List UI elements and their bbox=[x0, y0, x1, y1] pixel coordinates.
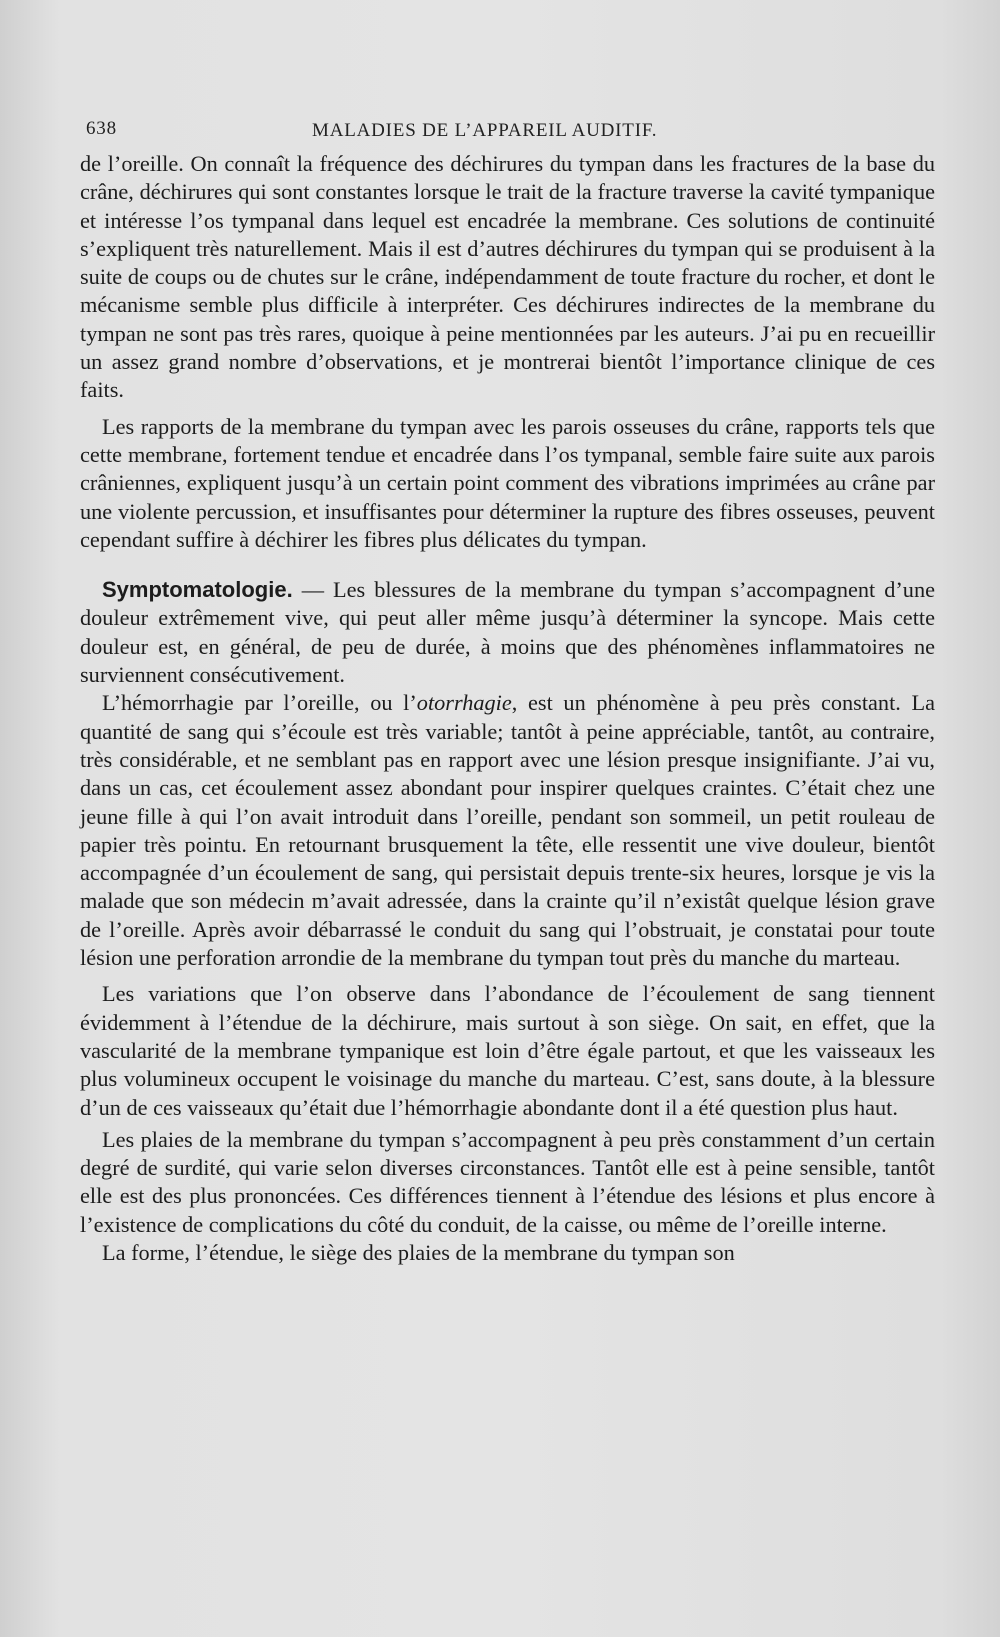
italic-term: otorrhagie bbox=[416, 690, 512, 716]
page-body bbox=[80, 150, 935, 1267]
paragraph: Les plaies de la membrane du tympan s’accompagnent à peu près constamment d’un certain degré de surdité, qui varie selon diverses circonstances. Tantôt elle est à peine sensible, tantôt elle est des plus prononcées. Ces différences tiennent à l’étendue des lésions et plus encore à l’existence de complications du côté du conduit, de la caisse, ou même de l’oreille interne. bbox=[80, 1126, 935, 1237]
paragraph-continued: de l’oreille. On connaît la fréquence des déchirures du tympan dans les fractures de la base du crâne, déchirures qui sont constantes lorsque le trait de la fracture traverse la cavité tympanique et intéresse l’os tympanal dans lequel est encadrée la membrane. Ces solutions de continuité s’expliquent très naturellement. Mais il est d’autres déchirures du tympan qui se produisent à la suite de coups ou de chutes sur le crâne, indépendamment de toute fracture du rocher, et dont le mécanisme semble plus difficile à interpréter. Ces déchirures indirectes de la membrane du tympan ne sont pas très rares, quoique à peine mentionnées par les auteurs. J’ai pu en recueillir un assez grand nombre d’observations, et je montrerai bientôt l’importance clinique de ces faits. bbox=[80, 151, 935, 403]
paragraph: Les rapports de la membrane du tympan avec les parois osseuses du crâne, rapports tels que cette membrane, fortement tendue et encadrée dans l’os tympanal, semble faire suite aux parois crâniennes, expliquent jusqu’à un certain point comment des vibrations imprimées au crâne par une violente percussion, et insuffisantes pour déterminer la rupture des fibres osseuses, peuvent cependant suffire à déchirer les fibres plus délicates du tympan. bbox=[80, 413, 935, 552]
running-header bbox=[82, 118, 942, 146]
paragraph-text: L’hémorrhagie par l’oreille, ou l’ bbox=[102, 690, 417, 716]
paragraph-text: , est un phénomène à peu près constant. La quantité de sang qui s’écoule est très variable; tantôt à peine appréciable, tantôt, au contraire, très considérable, et ne semblant pas en rapport avec une lésion presque insignifiante. J’ai vu, dans un cas, cet écoulement assez abondant pour inspirer quelques craintes. C’était chez une jeune fille à qui l’on avait introduit dans l’oreille, pendant son sommeil, un petit rouleau de papier très pointu. En retournant brusquement la tête, elle ressentit une vive douleur, bientôt accompagnée d’un écoulement de sang, qui persistait depuis trente-six heures, lorsque je vis la malade que son médecin m’avait adressée, dans la crainte qu’il n’existât quelque lésion grave de l’oreille. Après avoir débarrassé le conduit du sang qui l’obstruait, je constatai pour toute lésion une perforation arrondie de la membrane du tympan tout près du manche du marteau. bbox=[80, 690, 936, 971]
paragraph-text: — Les blessures de la membrane du tympan s’accompagnent d’une douleur extrêmement vive, qui peut aller même jusqu’à déterminer la syncope. Mais cette douleur est, en général, de peu de durée, à moins que des phénomènes inflammatoires ne surviennent consécutivement. bbox=[80, 577, 935, 688]
paragraph-truncated: La forme, l’étendue, le siège des plaies de la membrane du tympan son bbox=[102, 1239, 735, 1265]
section-heading: Symptomatologie. bbox=[102, 577, 293, 603]
page-number: 638 bbox=[86, 118, 117, 139]
paragraph: Les variations que l’on observe dans l’abondance de l’écoulement de sang tiennent évidemment à l’étendue de la déchirure, mais surtout à son siège. On sait, en effet, que la vascularité de la membrane tympanique est loin d’être égale partout, et que les vaisseaux les plus volumineux occupent le voisinage du manche du marteau. C’est, sans doute, à la blessure d’un de ces vaisseaux qu’était due l’hémorrhagie abondante dont il a été question plus haut. bbox=[80, 981, 935, 1120]
paragraph bbox=[80, 689, 935, 972]
section-paragraph bbox=[80, 576, 935, 689]
running-title: MALADIES DE L’APPAREIL AUDITIF. bbox=[312, 120, 658, 141]
